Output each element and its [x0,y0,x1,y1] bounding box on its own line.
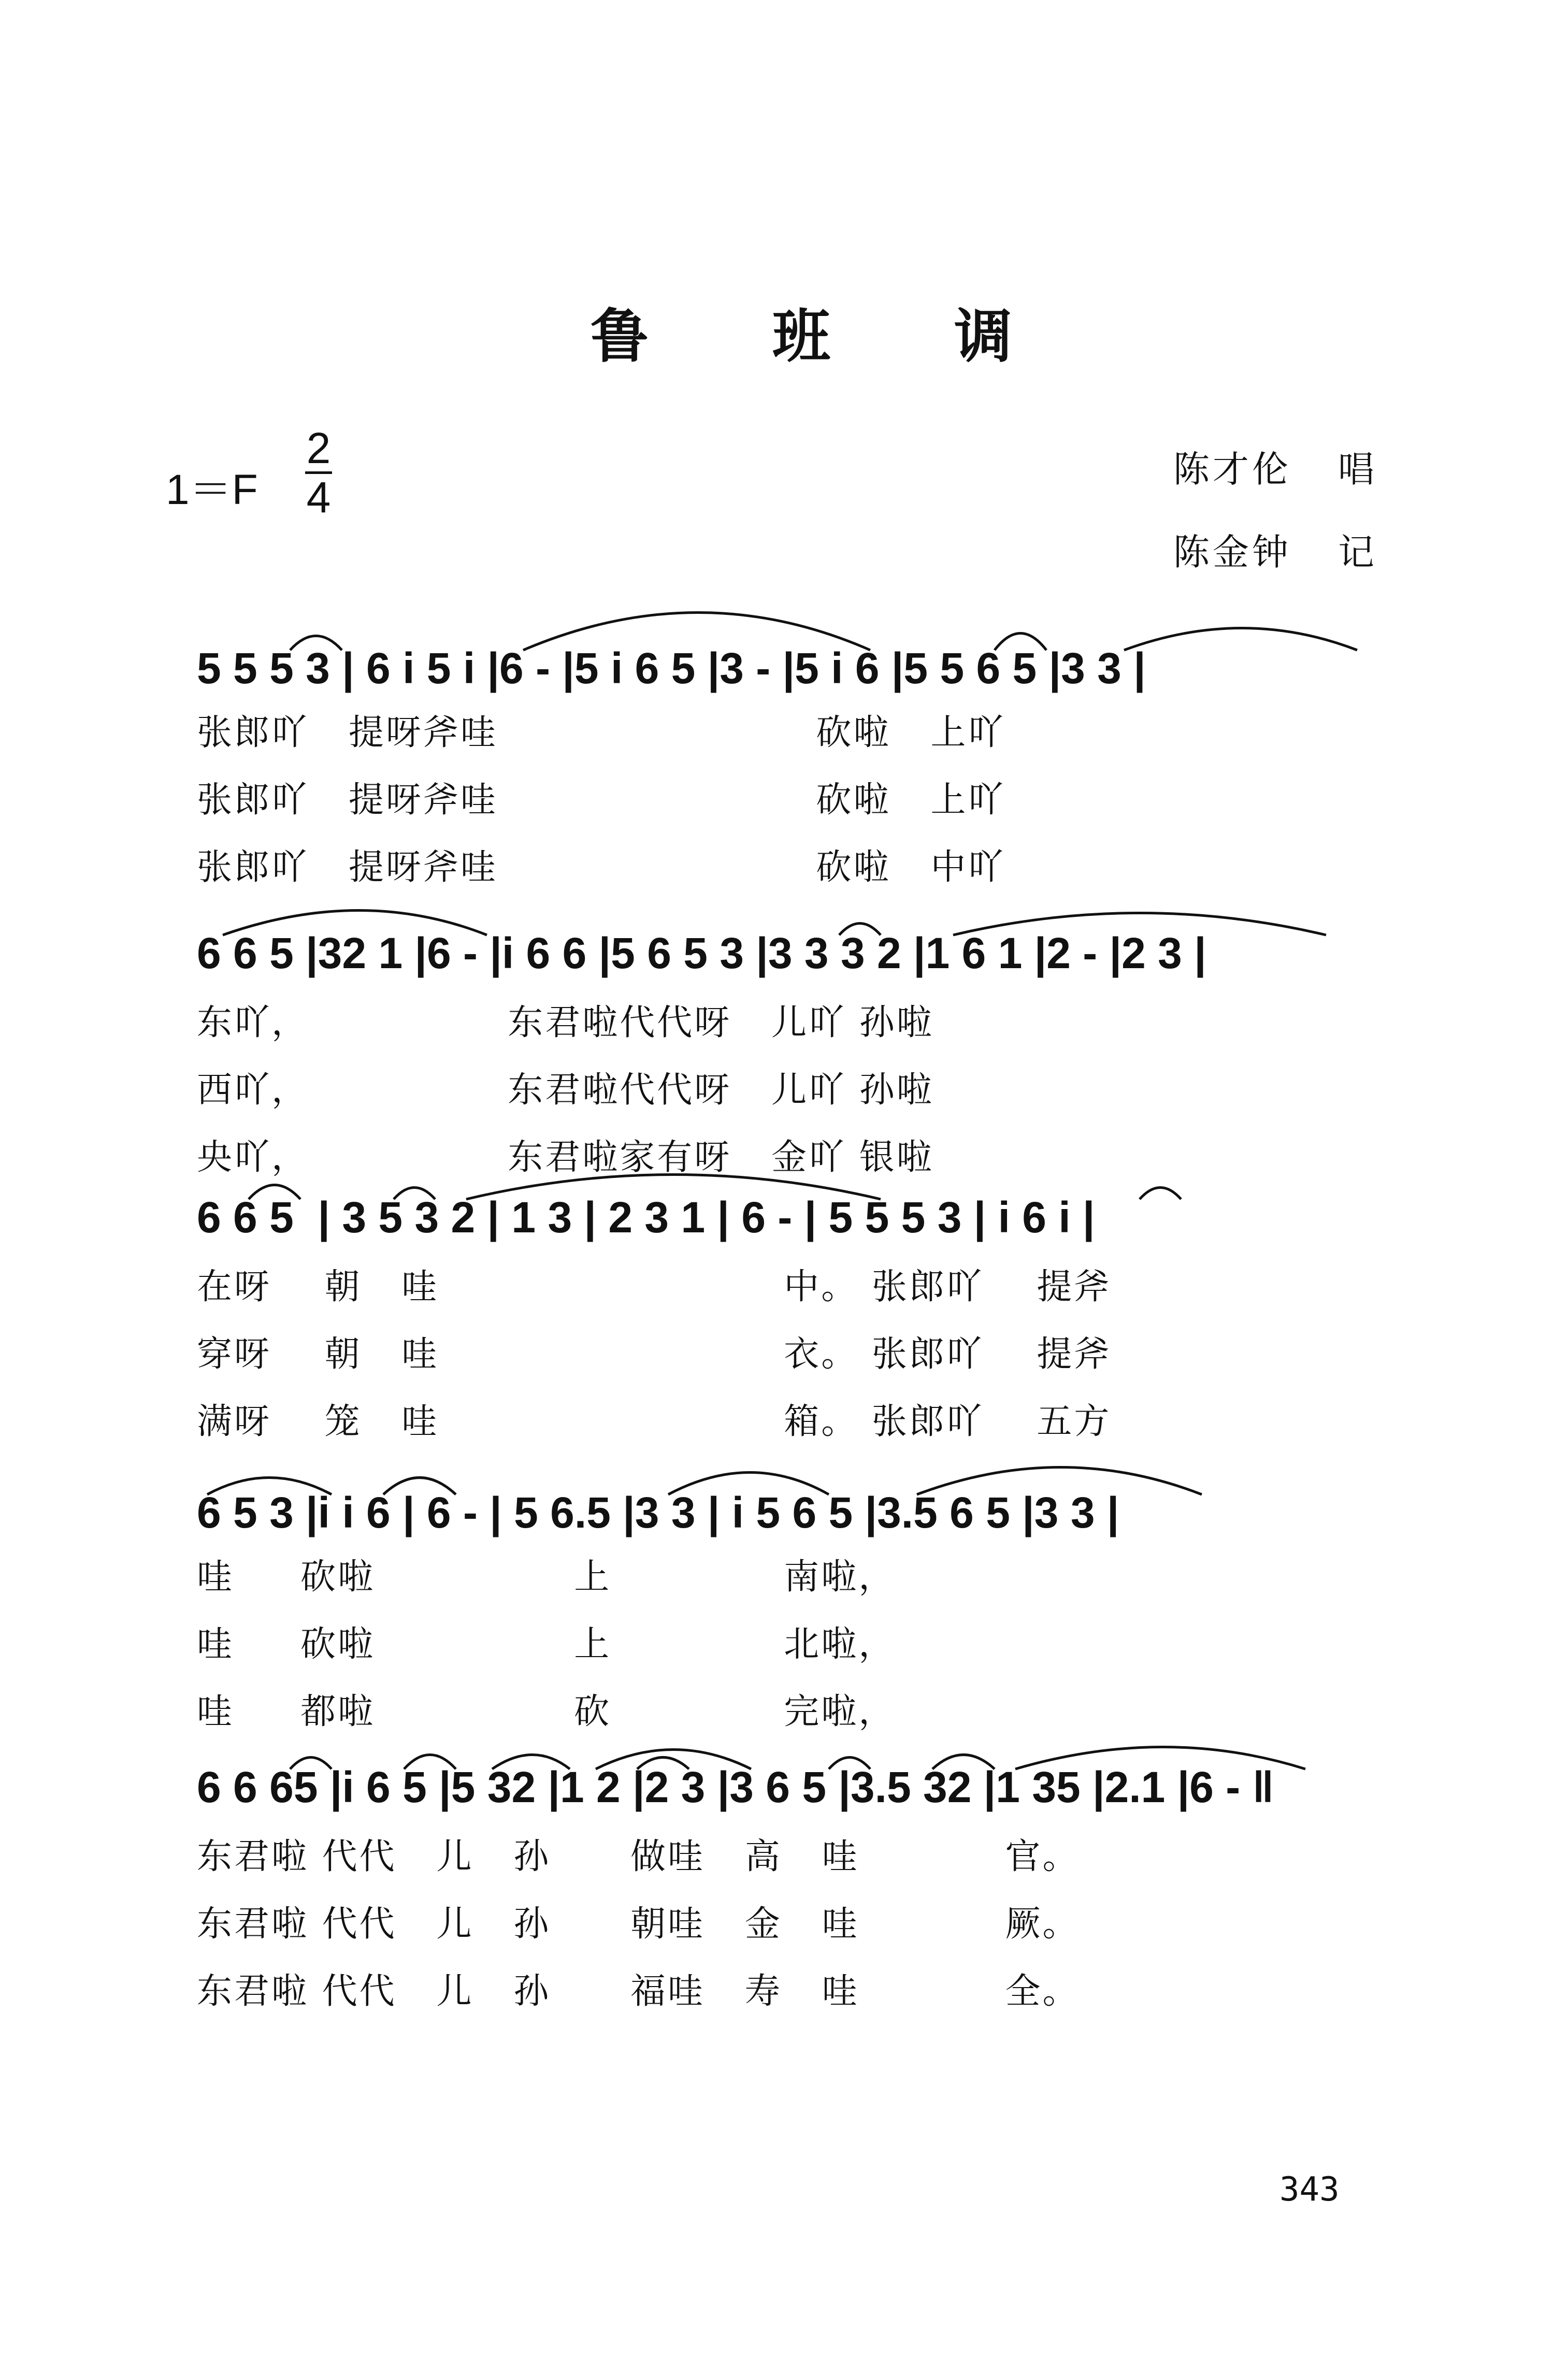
time-signature-top: 2 [306,424,331,472]
slur-arc [223,911,487,936]
system-4-lyric-verse-2: 哇 砍啦 上 北啦， [197,1624,896,1665]
slur-arc [932,1755,995,1770]
system-1-notation: 5 5 5 3 | 6 i 5 i |6 - |5 i 6 5 |3 - |5 i 6 |5 5 6 5 |3 3 | [197,644,1146,693]
slur-arc [383,1478,456,1495]
system-2-lyric-verse-1: 东吖， 东君啦代代呀 儿吖 孙啦 [197,1002,934,1043]
slur-arc [1140,1188,1181,1200]
slur-arc [829,1758,870,1770]
slur-arc [917,1468,1202,1495]
slur-arc [249,1185,300,1200]
slur-arc [953,913,1326,936]
slur-arc [404,1755,456,1770]
slur-arc [492,1755,570,1770]
system-5-notation: 6 6 65 |i 6 5 |5 32 |1 2 |2 3 |3 6 5 |3.5 32 |1 35 |2.1 |6 - ‖ [197,1763,1274,1811]
system-4-notation: 6 5 3 |i i 6 | 6 - | 5 6.5 |3 3 | i 5 6 5 |3.5 6 5 |3 3 | [197,1488,1119,1537]
system-2-lyric-verse-2: 西吖， 东君啦代代呀 儿吖 孙啦 [197,1070,934,1111]
system-3-lyric-verse-2: 穿呀 朝 哇 衣。 张郎吖 提斧 [197,1334,1112,1375]
slur-arc [1015,1747,1305,1770]
song-title: 鲁 班 调 [591,303,1064,370]
slur-arc [637,1758,689,1770]
time-signature-bottom: 4 [306,473,331,522]
slur-arc [290,1758,332,1770]
system-3-lyric-verse-3: 满呀 笼 哇 箱。 张郎吖 五方 [197,1401,1112,1442]
slur-arc [839,924,881,936]
slur-arc [290,636,342,651]
system-1-lyric-verse-2: 张郎吖 提呀斧哇 砍啦 上吖 [197,780,1005,821]
key-signature: 1＝F [166,466,258,513]
system-5-lyric-verse-1: 东君啦 代代 儿 孙 做哇 高 哇 官。 [197,1836,1080,1877]
slur-arc [995,634,1046,651]
credit-singer-name: 陈才伦 [1173,448,1291,491]
system-3-notation: 6 6 5 | 3 5 3 2 | 1 3 | 2 3 1 | 6 - | 5 5 5 3 | i 6 i | [197,1193,1095,1242]
system-4-lyric-verse-1: 哇 砍啦 上 南啦， [197,1557,896,1598]
page-number: 343 [1279,2170,1340,2209]
system-5-lyric-verse-2: 东君啦 代代 儿 孙 朝哇 金 哇 厥。 [197,1904,1080,1945]
slur-arc [394,1188,435,1200]
system-3-lyric-verse-1: 在呀 朝 哇 中。 张郎吖 提斧 [197,1267,1112,1307]
slur-arc [668,1473,829,1495]
slur-arc [1124,628,1357,651]
credit-transcriber-role: 记 [1338,531,1377,573]
system-5-lyric-verse-3: 东君啦 代代 儿 孙 福哇 寿 哇 全。 [197,1971,1080,2012]
system-2-notation: 6 6 5 |32 1 |6 - |i 6 6 |5 6 5 3 |3 3 3 2 |1 6 1 |2 - |2 3 | [197,929,1206,977]
slur-arc [466,1175,881,1200]
credit-transcriber-name: 陈金钟 [1173,531,1291,573]
system-1-lyric-verse-3: 张郎吖 提呀斧哇 砍啦 中吖 [197,847,1005,888]
slur-arc [523,613,870,651]
system-1-lyric-verse-1: 张郎吖 提呀斧哇 砍啦 上吖 [197,712,1005,753]
credit-singer-role: 唱 [1338,448,1377,491]
slur-arc [207,1478,332,1495]
system-2-lyric-verse-3: 央吖， 东君啦家有呀 金吖 银啦 [197,1137,934,1178]
system-4-lyric-verse-3: 哇 都啦 砍 完啦， [197,1691,896,1732]
